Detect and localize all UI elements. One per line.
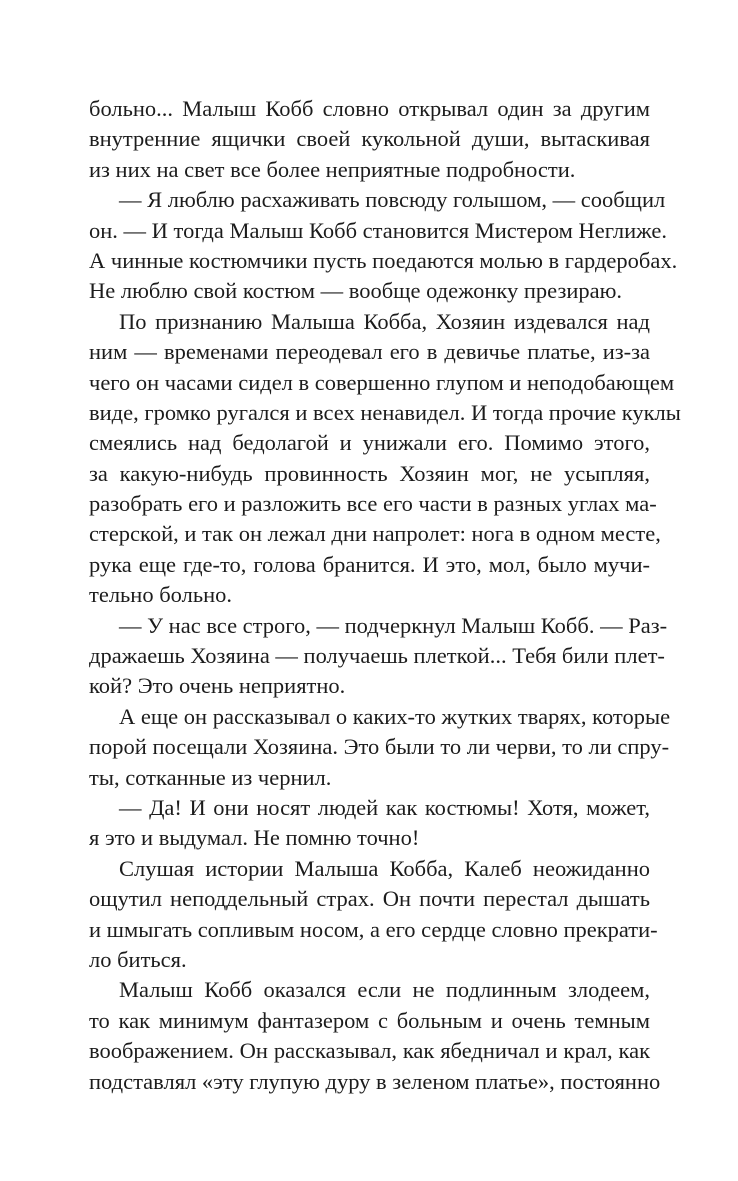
text-line: порой посещали Хозяина. Это были то ли черви, то ли спру- <box>89 734 670 760</box>
text-line: Малыш Кобб оказался если не подлинным злодеем, <box>119 977 650 1003</box>
text-line: он. — И тогда Малыш Кобб становится Мистером Неглиже. <box>89 217 667 243</box>
text-line: воображением. Он рассказывал, как ябедничал и крал, как <box>89 1038 650 1064</box>
text-line: подставлял «эту глупую дуру в зеленом платье», постоянно <box>89 1068 661 1094</box>
text-line: А еще он рассказывал о каких-то жутких тварях, которые <box>119 703 671 729</box>
text-line: из них на свет все более неприятные подробности. <box>89 156 576 182</box>
text-line: рука еще где-то, голова бранится. И это, мол, было мучи- <box>89 551 650 577</box>
paragraph <box>89 94 650 185</box>
text-line: то как минимум фантазером с больным и очень темным <box>89 1007 650 1033</box>
text-line: дражаешь Хозяина — получаешь плеткой... Тебя били плет- <box>89 643 665 669</box>
text-line: — У нас все строго, — подчеркнул Малыш Кобб. — Раз- <box>119 612 668 638</box>
text-line: и шмыгать сопливым носом, а его сердце словно прекрати- <box>89 916 658 942</box>
paragraph <box>89 854 658 976</box>
text-line: Не люблю свой костюм — вообще одежонку презираю. <box>89 278 623 304</box>
text-line: — Да! И они носят людей как костюмы! Хотя, может, <box>119 794 650 820</box>
paragraph <box>89 793 650 854</box>
paragraph <box>89 975 661 1097</box>
text-line: разобрать его и разложить все его части в разных углах ма- <box>89 491 657 517</box>
text-line: кой? Это очень неприятно. <box>89 673 346 699</box>
text-line: виде, громко ругался и всех ненавидел. И тогда прочие куклы <box>89 399 681 425</box>
text-line: По признанию Малыша Кобба, Хозяин издевался над <box>119 308 650 334</box>
paragraph <box>89 611 668 702</box>
book-page <box>89 94 681 1097</box>
text-line: стерской, и так он лежал дни напролет: нога в одном месте, <box>89 521 661 547</box>
paragraph <box>89 307 681 611</box>
text-line: ним — временами переодевал его в девичье платье, из-за <box>89 339 650 365</box>
text-line: внутренние ящички своей кукольной души, вытаскивая <box>89 126 650 152</box>
text-line: больно... Малыш Кобб словно открывал один за другим <box>89 96 650 121</box>
text-line: ты, сотканные из чернил. <box>89 764 332 790</box>
text-line: тельно больно. <box>89 582 233 608</box>
text-line: — Я люблю расхаживать повсюду голышом, — сообщил <box>119 187 666 213</box>
text-line: ощутил неподдельный страх. Он почти перестал дышать <box>89 886 650 912</box>
paragraph <box>89 702 671 793</box>
text-line: за какую-нибудь провинность Хозяин мог, не усыпляя, <box>89 460 650 486</box>
text-line: А чинные костюмчики пусть поедаются молью в гардеробах. <box>89 247 678 273</box>
paragraph <box>89 185 678 307</box>
text-line: ло биться. <box>89 946 187 972</box>
text-line: смеялись над бедолагой и унижали его. Помимо этого, <box>89 430 650 456</box>
text-line: Слушая истории Малыша Кобба, Калеб неожиданно <box>119 855 650 881</box>
text-line: чего он часами сидел в совершенно глупом и неподобающем <box>89 369 675 395</box>
text-line: я это и выдумал. Не помню точно! <box>89 825 420 851</box>
